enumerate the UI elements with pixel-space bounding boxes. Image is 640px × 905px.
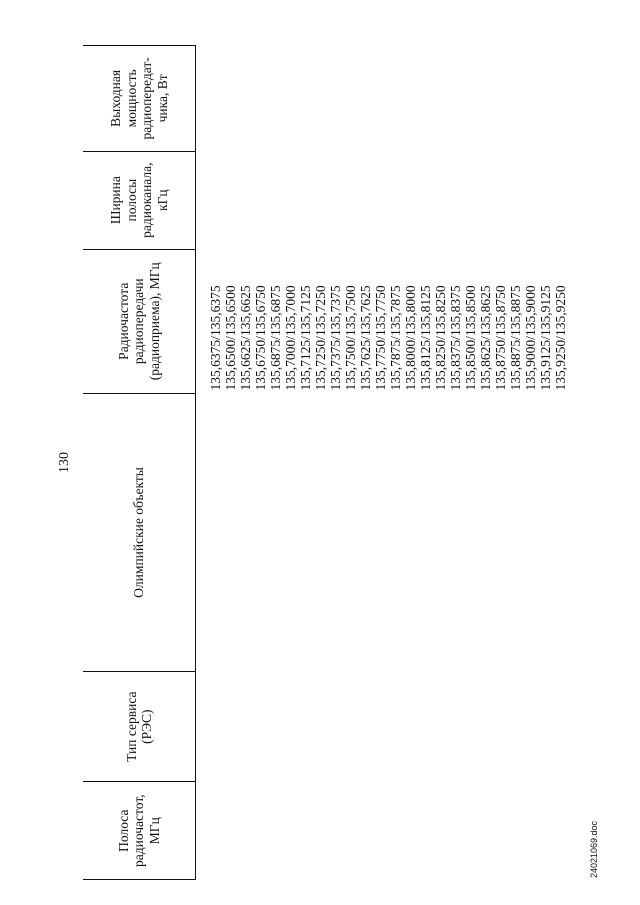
cell-output-power [196, 46, 577, 152]
rotated-page-sheet [55, 45, 568, 880]
frequency-table [83, 45, 576, 880]
frequency-item: 135,8750/135,8750 [493, 285, 508, 391]
frequency-item: 135,8000/135,8000 [403, 285, 418, 391]
header-service-type: Тип сервиса (РЭС) [83, 672, 196, 782]
frequency-item: 135,7000/135,7000 [283, 285, 298, 391]
cell-channel-width [196, 151, 577, 249]
frequency-item: 135,7625/135,7625 [358, 285, 373, 391]
frequency-item: 135,8375/135,8375 [448, 285, 463, 391]
header-output-power: Выходная мощность радиопередат-чика, Вт [83, 46, 196, 152]
frequency-item: 135,8250/135,8250 [433, 285, 448, 391]
frequency-item: 135,8500/135,8500 [463, 285, 478, 391]
frequency-item: 135,7875/135,7875 [388, 285, 403, 391]
table-header-row [83, 46, 196, 880]
frequency-item: 135,7125/135,7125 [298, 285, 313, 391]
frequency-item: 135,6750/135,6750 [253, 285, 268, 391]
frequency-item: 135,7375/135,7375 [328, 285, 343, 391]
cell-band [196, 782, 577, 880]
frequency-list [208, 252, 568, 390]
frequency-item: 135,7500/135,7500 [343, 285, 358, 391]
page-number: 130 [57, 452, 72, 473]
table-row [196, 46, 577, 880]
frequency-item: 135,9000/135,9000 [523, 285, 538, 391]
frequency-item: 135,6875/135,6875 [268, 285, 283, 391]
cell-frequency [196, 249, 577, 393]
frequency-item: 135,9125/135,9125 [538, 285, 553, 391]
header-frequency: Радиочастота радиопередачи (радиоприема), МГц [83, 249, 196, 393]
frequency-item: 135,6625/135,6625 [238, 285, 253, 391]
frequency-item: 135,7250/135,7250 [313, 285, 328, 391]
frequency-item: 135,6375/135,6375 [208, 285, 223, 391]
cell-service-type [196, 672, 577, 782]
header-band: Полоса радиочастот, МГц [83, 782, 196, 880]
frequency-item: 135,8625/135,8625 [478, 285, 493, 391]
cell-olympic-objects [196, 393, 577, 671]
frequency-item: 135,8875/135,8875 [508, 285, 523, 391]
frequency-item: 135,6500/135,6500 [223, 285, 238, 391]
frequency-item: 135,8125/135,8125 [418, 285, 433, 391]
header-olympic-objects: Олимпийские объекты [83, 393, 196, 671]
frequency-item: 135,7750/135,7750 [373, 285, 388, 391]
document-filename-footer: 24021069.doc [589, 820, 599, 878]
header-channel-width: Ширина полосы радиоканала, кГц [83, 151, 196, 249]
frequency-item: 135,9250/135,9250 [553, 285, 568, 391]
